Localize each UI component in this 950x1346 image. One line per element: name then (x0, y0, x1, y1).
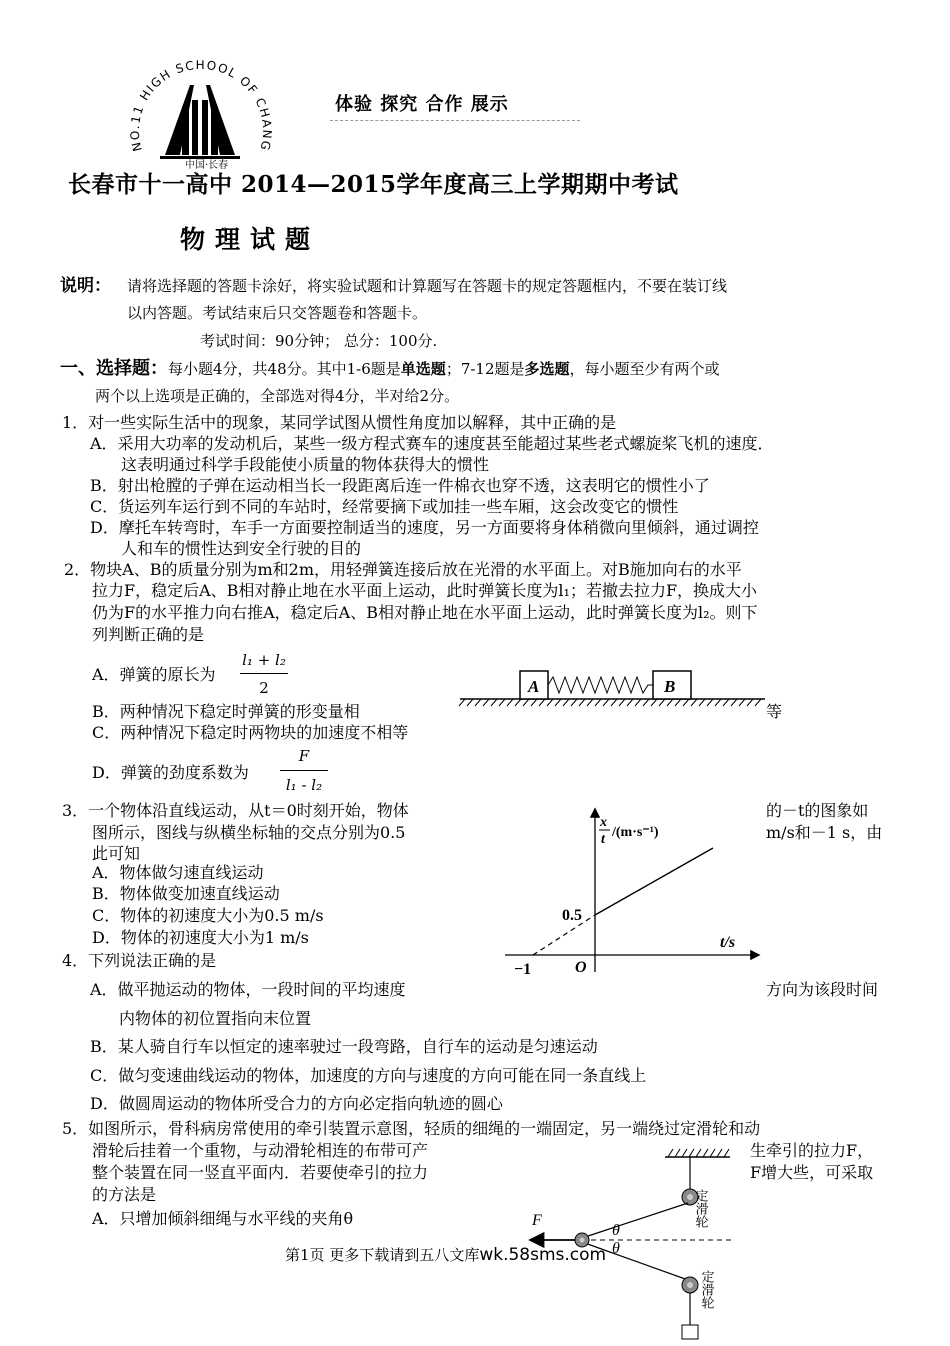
q2-option-a: A．弹簧的原长为 (92, 665, 216, 684)
q4-option-a-end: 方向为该段时间 (766, 980, 879, 999)
q2-stem-line1: 2．物块A、B的质量分别为m和2m，用轻弹簧连接后放在光滑的水平面上。对B施加向右的水平 (64, 560, 742, 579)
q4-stem: 4．下列说法正确的是 (62, 951, 217, 970)
fig-pulley-top-label: 定滑轮 (692, 1189, 708, 1228)
page-footer (285, 1244, 606, 1266)
q2-option-b-end: 等 (766, 702, 783, 721)
graph-y-num: x (600, 815, 607, 830)
q3-option-c: C．物体的初速度大小为0.5 m/s (92, 906, 324, 925)
single-choice-label: 单选题 (400, 360, 446, 378)
q4-option-a-cont: 内物体的初位置指向末位置 (119, 1009, 312, 1028)
fig-force-label: F (532, 1212, 542, 1229)
q2-stem-line3: 仍为F的水平推力向右推A，稳定后A、B相对静止地在水平面上运动，此时弹簧长度为l₂。则下 (92, 603, 758, 622)
motto: 体验 探究 合作 展示 (335, 94, 509, 115)
exam-title: 长春市十一高中 2014—2015学年度高三上学期期中考试 (68, 171, 679, 198)
q3-stem-line3: 此可知 (92, 844, 141, 863)
q3-stem-line2: 图所示，图线与纵横坐标轴的交点分别为0.5 (92, 823, 406, 842)
q2-d-numerator: F (298, 747, 310, 765)
q3-stem-line2-end: m/s和－1 s，由 (766, 823, 883, 842)
q5-stem-line2: 滑轮后挂着一个重物，与动滑轮相连的布带可产 (92, 1141, 429, 1160)
fig-theta-upper: θ (612, 1222, 620, 1239)
q3-graph (500, 800, 770, 980)
q2-d-fraction-bar (280, 770, 328, 771)
q2-stem-line4: 列判断正确的是 (92, 625, 205, 644)
q2-spring-figure (455, 664, 775, 714)
q1-option-a-cont: 这表明通过科学手段能使小质量的物体获得大的惯性 (121, 455, 490, 474)
q4-option-d: D．做圆周运动的物体所受合力的方向必定指向轨迹的圆心 (90, 1094, 503, 1113)
q2-a-fraction-bar (240, 673, 288, 674)
exam-time: 考试时间：90分钟； 总分：100分. (200, 332, 438, 350)
q2-option-d: D．弹簧的劲度系数为 (92, 763, 249, 782)
graph-origin: O (575, 959, 587, 976)
instructions-line2: 以内答题。考试结束后只交答题卷和答题卡。 (127, 304, 428, 322)
q3-stem-line1-end: 的－t的图象如 (766, 801, 869, 820)
q1-option-d-cont: 人和车的惯性达到安全行驶的目的 (121, 539, 362, 558)
q2-stem-line2: 拉力F，稳定后A、B相对静止地在水平面上运动，此时弹簧长度为l₁；若撤去拉力F，换成大小 (92, 581, 758, 600)
q1-option-a: A．采用大功率的发动机后，某些一级方程式赛车的速度甚至能超过某些老式螺旋桨飞机的速度． (90, 434, 774, 453)
section1-heading: 一、选择题： (60, 358, 168, 379)
q2-a-denominator: 2 (259, 679, 269, 697)
q4-option-a: A．做平抛运动的物体，一段时间的平均速度 (90, 980, 406, 999)
section1-desc: 一、选择题：每小题4分，共48分。其中1-6题是单选题；7-12题是多选题，每小题至少有两个或 (60, 358, 720, 379)
footer-url[interactable]: wk.58sms.com (479, 1245, 607, 1265)
logo-caption: 中国·长春 (185, 160, 229, 171)
instructions-label: 说明： (60, 276, 111, 296)
q5-option-a: A．只增加倾斜细绳与水平线的夹角θ (92, 1209, 354, 1228)
q1-option-d: D．摩托车转弯时，车手一方面要控制适当的速度，另一方面要将身体稍微向里倾斜，通过调控 (90, 518, 759, 537)
q1-option-c: C．货运列车运行到不同的车站时，经常要摘下或加挂一些车厢，这会改变它的惯性 (90, 497, 679, 516)
q1-option-b: B．射出枪膛的子弹在运动相当长一段距离后连一件棉衣也穿不透，这表明它的惯性小了 (90, 476, 710, 495)
q5-stem-line2-end: 生牵引的拉力F， (750, 1141, 874, 1160)
q5-stem-line4: 的方法是 (92, 1185, 157, 1204)
section1-desc-line2: 两个以上选项是正确的，全部选对得4分，半对给2分。 (95, 387, 460, 405)
multi-choice-label: 多选题 (524, 360, 570, 378)
fig-pulley-bottom-label: 定滑轮 (698, 1270, 714, 1309)
q3-option-b: B．物体做变加速直线运动 (92, 884, 280, 903)
graph-x-label: t/s (720, 934, 736, 951)
graph-x-intercept: −1 (514, 961, 532, 978)
q4-option-c: C．做匀变速曲线运动的物体，加速度的方向与速度的方向可能在同一条直线上 (90, 1066, 647, 1085)
instructions-line1: 请将选择题的答题卡涂好，将实验试题和计算题写在答题卡的规定答题框内，不要在装订线 (127, 277, 728, 295)
footer-text: 第1页 更多下载请到五八文库 (285, 1246, 480, 1264)
q5-stem-line3: 整个装置在同一竖直平面内．若要使牵引的拉力 (92, 1163, 429, 1182)
q5-stem-line1: 5．如图所示，骨科病房常使用的牵引装置示意图，轻质的细绳的一端固定，另一端绕过定滑轮和动 (62, 1119, 761, 1138)
logo-ring-text: NO.11 HIGH SCHOOL OF CHANG (127, 57, 275, 153)
q3-option-d: D．物体的初速度大小为1 m/s (92, 928, 309, 947)
q2-block-a: A (528, 677, 540, 696)
q2-option-b: B．两种情况下稳定时弹簧的形变量相 (92, 702, 360, 721)
q2-a-numerator: l₁ + l₂ (242, 651, 286, 669)
fig-theta-lower: θ (612, 1240, 620, 1257)
motto-underline (330, 120, 580, 121)
q3-stem-line1: 3．一个物体沿直线运动，从t＝0时刻开始，物体 (62, 801, 409, 820)
q2-d-denominator: l₁ - l₂ (285, 776, 323, 794)
q2-option-c: C．两种情况下稳定时两物块的加速度不相等 (92, 723, 409, 742)
q4-option-b: B．某人骑自行车以恒定的速率驶过一段弯路，自行车的运动是匀速运动 (90, 1037, 598, 1056)
q1-stem: 1．对一些实际生活中的现象，某同学试图从惯性角度加以解释，其中正确的是 (62, 413, 617, 432)
q2-block-b: B (664, 677, 676, 696)
graph-y-unit: /(m·s⁻¹) (612, 825, 659, 840)
q3-option-a: A．物体做匀速直线运动 (92, 863, 264, 882)
graph-y-den: t (601, 832, 605, 847)
subject-title: 物理试题 (180, 225, 321, 254)
graph-y-intercept: 0.5 (562, 907, 582, 924)
q5-stem-line3-end: F增大些，可采取 (750, 1163, 874, 1182)
school-logo (120, 40, 280, 175)
